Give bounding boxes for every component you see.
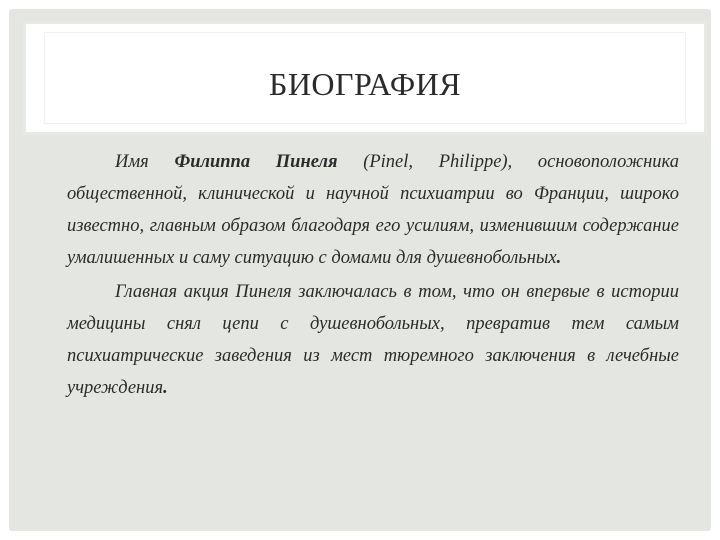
paragraph2-text: Главная акция Пинеля заключалась в том, что он впервые в истории медицины снял цепи с душевнобольных, превратив тем самым психиатрические заведения из мест тюремного заключения в лечебные учреждения [67, 282, 679, 398]
slide-body [67, 146, 679, 404]
slide-title: БИОГРАФИЯ [268, 66, 462, 102]
paragraph-biography [67, 146, 679, 274]
paragraph1-end: . [556, 248, 562, 268]
paragraph2-end: . [163, 378, 168, 398]
title-box [23, 21, 707, 135]
slide [9, 9, 711, 531]
person-name: Филиппа Пинеля [174, 152, 338, 172]
paragraph1-prefix: Имя [115, 152, 175, 172]
paragraph1-text: (Pinel, Philippe), основоположника общественной, клинической и научной психиатрии во Франции, широко известно, главным образом благодаря его усилиям, изменившим содержание умалишенных и саму ситуацию с домами для душевнобольных [67, 152, 679, 268]
paragraph-main-action [67, 276, 679, 404]
